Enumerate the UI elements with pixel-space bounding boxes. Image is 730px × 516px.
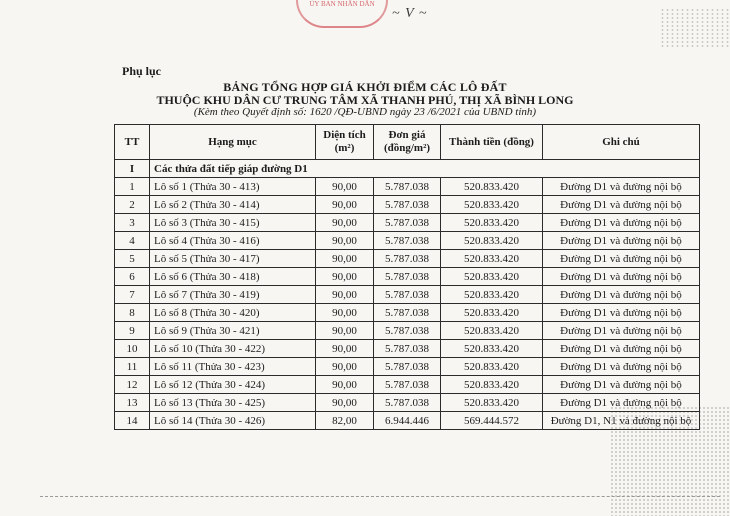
cell-tt: 2 xyxy=(115,196,150,214)
cell-price: 6.944.446 xyxy=(374,412,441,430)
table-row xyxy=(115,286,700,304)
cell-tt: 13 xyxy=(115,394,150,412)
cell-total: 520.833.420 xyxy=(441,268,543,286)
cell-name: Lô số 7 (Thửa 30 - 419) xyxy=(150,286,316,304)
cell-total: 520.833.420 xyxy=(441,232,543,250)
cell-area: 90,00 xyxy=(316,376,374,394)
cell-name: Lô số 14 (Thửa 30 - 426) xyxy=(150,412,316,430)
cell-tt: 3 xyxy=(115,214,150,232)
cell-name: Lô số 12 (Thửa 30 - 424) xyxy=(150,376,316,394)
cell-note: Đường D1 và đường nội bộ xyxy=(543,358,700,376)
cell-price: 5.787.038 xyxy=(374,358,441,376)
cell-note: Đường D1 và đường nội bộ xyxy=(543,178,700,196)
cell-note: Đường D1 và đường nội bộ xyxy=(543,376,700,394)
table-row xyxy=(115,304,700,322)
cell-area: 82,00 xyxy=(316,412,374,430)
cell-total: 520.833.420 xyxy=(441,376,543,394)
scan-noise-top xyxy=(660,8,730,48)
cell-area: 90,00 xyxy=(316,358,374,376)
cell-total: 520.833.420 xyxy=(441,322,543,340)
cell-area: 90,00 xyxy=(316,250,374,268)
table-row xyxy=(115,340,700,358)
group-row xyxy=(115,160,700,178)
table-row xyxy=(115,178,700,196)
cell-tt: 5 xyxy=(115,250,150,268)
cell-area: 90,00 xyxy=(316,394,374,412)
scan-edge-line xyxy=(40,496,720,497)
header-item: Hạng mục xyxy=(150,125,316,160)
cell-name: Lô số 9 (Thửa 30 - 421) xyxy=(150,322,316,340)
document-subtitle: (Kèm theo Quyết định số: 1620 /QĐ-UBND ngày 23 /6/2021 của UBND tỉnh) xyxy=(193,106,537,118)
cell-area: 90,00 xyxy=(316,322,374,340)
cell-price: 5.787.038 xyxy=(374,394,441,412)
cell-name: Lô số 10 (Thửa 30 - 422) xyxy=(150,340,316,358)
table-row xyxy=(115,394,700,412)
cell-note: Đường D1 và đường nội bộ xyxy=(543,268,700,286)
group-tt: I xyxy=(115,160,150,178)
table-row xyxy=(115,250,700,268)
cell-total: 520.833.420 xyxy=(441,196,543,214)
cell-note: Đường D1 và đường nội bộ xyxy=(543,196,700,214)
header-total: Thành tiền (đồng) xyxy=(441,125,543,160)
cell-name: Lô số 5 (Thửa 30 - 417) xyxy=(150,250,316,268)
cell-tt: 10 xyxy=(115,340,150,358)
cell-price: 5.787.038 xyxy=(374,304,441,322)
cell-total: 569.444.572 xyxy=(441,412,543,430)
cell-tt: 7 xyxy=(115,286,150,304)
cell-name: Lô số 8 (Thửa 30 - 420) xyxy=(150,304,316,322)
table-header-row xyxy=(115,125,700,160)
cell-total: 520.833.420 xyxy=(441,250,543,268)
group-name: Các thửa đất tiếp giáp đường D1 xyxy=(150,160,700,178)
cell-price: 5.787.038 xyxy=(374,250,441,268)
header-price: Đơn giá (đồng/m²) xyxy=(374,125,441,160)
cell-price: 5.787.038 xyxy=(374,286,441,304)
cell-total: 520.833.420 xyxy=(441,214,543,232)
cell-name: Lô số 4 (Thửa 30 - 416) xyxy=(150,232,316,250)
document-title-line2: THUỘC KHU DÂN CƯ TRUNG TÂM XÃ THANH PHÚ, THỊ XÃ BÌNH LONG xyxy=(156,93,574,107)
cell-tt: 11 xyxy=(115,358,150,376)
cell-price: 5.787.038 xyxy=(374,322,441,340)
cell-tt: 6 xyxy=(115,268,150,286)
cell-price: 5.787.038 xyxy=(374,268,441,286)
cell-note: Đường D1 và đường nội bộ xyxy=(543,340,700,358)
cell-note: Đường D1 và đường nội bộ xyxy=(543,286,700,304)
cell-total: 520.833.420 xyxy=(441,394,543,412)
header-note: Ghi chú xyxy=(543,125,700,160)
cell-note: Đường D1 và đường nội bộ xyxy=(543,214,700,232)
cell-area: 90,00 xyxy=(316,178,374,196)
cell-note: Đường D1 và đường nội bộ xyxy=(543,304,700,322)
cell-total: 520.833.420 xyxy=(441,340,543,358)
cell-note: Đường D1 và đường nội bộ xyxy=(543,250,700,268)
table-row xyxy=(115,412,700,430)
table-row xyxy=(115,358,700,376)
cell-total: 520.833.420 xyxy=(441,286,543,304)
cell-note: Đường D1 và đường nội bộ xyxy=(543,232,700,250)
cell-tt: 14 xyxy=(115,412,150,430)
cell-area: 90,00 xyxy=(316,268,374,286)
cell-area: 90,00 xyxy=(316,196,374,214)
cell-area: 90,00 xyxy=(316,340,374,358)
cell-name: Lô số 3 (Thửa 30 - 415) xyxy=(150,214,316,232)
price-table xyxy=(114,124,700,430)
cell-total: 520.833.420 xyxy=(441,358,543,376)
table-row xyxy=(115,214,700,232)
cell-note: Đường D1 và đường nội bộ xyxy=(543,394,700,412)
cell-name: Lô số 6 (Thửa 30 - 418) xyxy=(150,268,316,286)
cell-price: 5.787.038 xyxy=(374,232,441,250)
cell-note: Đường D1, N1 và đường nội bộ xyxy=(543,412,700,430)
stamp-text: ỦY BAN NHÂN DÂN xyxy=(309,0,375,8)
cell-price: 5.787.038 xyxy=(374,340,441,358)
cell-tt: 9 xyxy=(115,322,150,340)
table-row xyxy=(115,232,700,250)
cell-total: 520.833.420 xyxy=(441,304,543,322)
table-body xyxy=(115,160,700,430)
cell-price: 5.787.038 xyxy=(374,214,441,232)
cell-total: 520.833.420 xyxy=(441,178,543,196)
cell-tt: 4 xyxy=(115,232,150,250)
table-row xyxy=(115,268,700,286)
appendix-label: Phụ lục xyxy=(122,64,162,78)
signature-mark: ~ V ~ xyxy=(392,6,428,21)
red-seal-stamp xyxy=(296,0,388,28)
header-tt: TT xyxy=(115,125,150,160)
cell-tt: 1 xyxy=(115,178,150,196)
cell-name: Lô số 2 (Thửa 30 - 414) xyxy=(150,196,316,214)
cell-price: 5.787.038 xyxy=(374,178,441,196)
cell-area: 90,00 xyxy=(316,232,374,250)
cell-price: 5.787.038 xyxy=(374,376,441,394)
table-row xyxy=(115,376,700,394)
cell-tt: 8 xyxy=(115,304,150,322)
cell-area: 90,00 xyxy=(316,286,374,304)
cell-price: 5.787.038 xyxy=(374,196,441,214)
cell-area: 90,00 xyxy=(316,214,374,232)
header-area: Diện tích (m²) xyxy=(316,125,374,160)
cell-name: Lô số 11 (Thửa 30 - 423) xyxy=(150,358,316,376)
cell-area: 90,00 xyxy=(316,304,374,322)
table-row xyxy=(115,322,700,340)
cell-name: Lô số 1 (Thửa 30 - 413) xyxy=(150,178,316,196)
document-title: BẢNG TỔNG HỢP GIÁ KHỞI ĐIỂM CÁC LÔ ĐẤT xyxy=(223,80,507,94)
table-row xyxy=(115,196,700,214)
cell-name: Lô số 13 (Thửa 30 - 425) xyxy=(150,394,316,412)
cell-tt: 12 xyxy=(115,376,150,394)
cell-note: Đường D1 và đường nội bộ xyxy=(543,322,700,340)
